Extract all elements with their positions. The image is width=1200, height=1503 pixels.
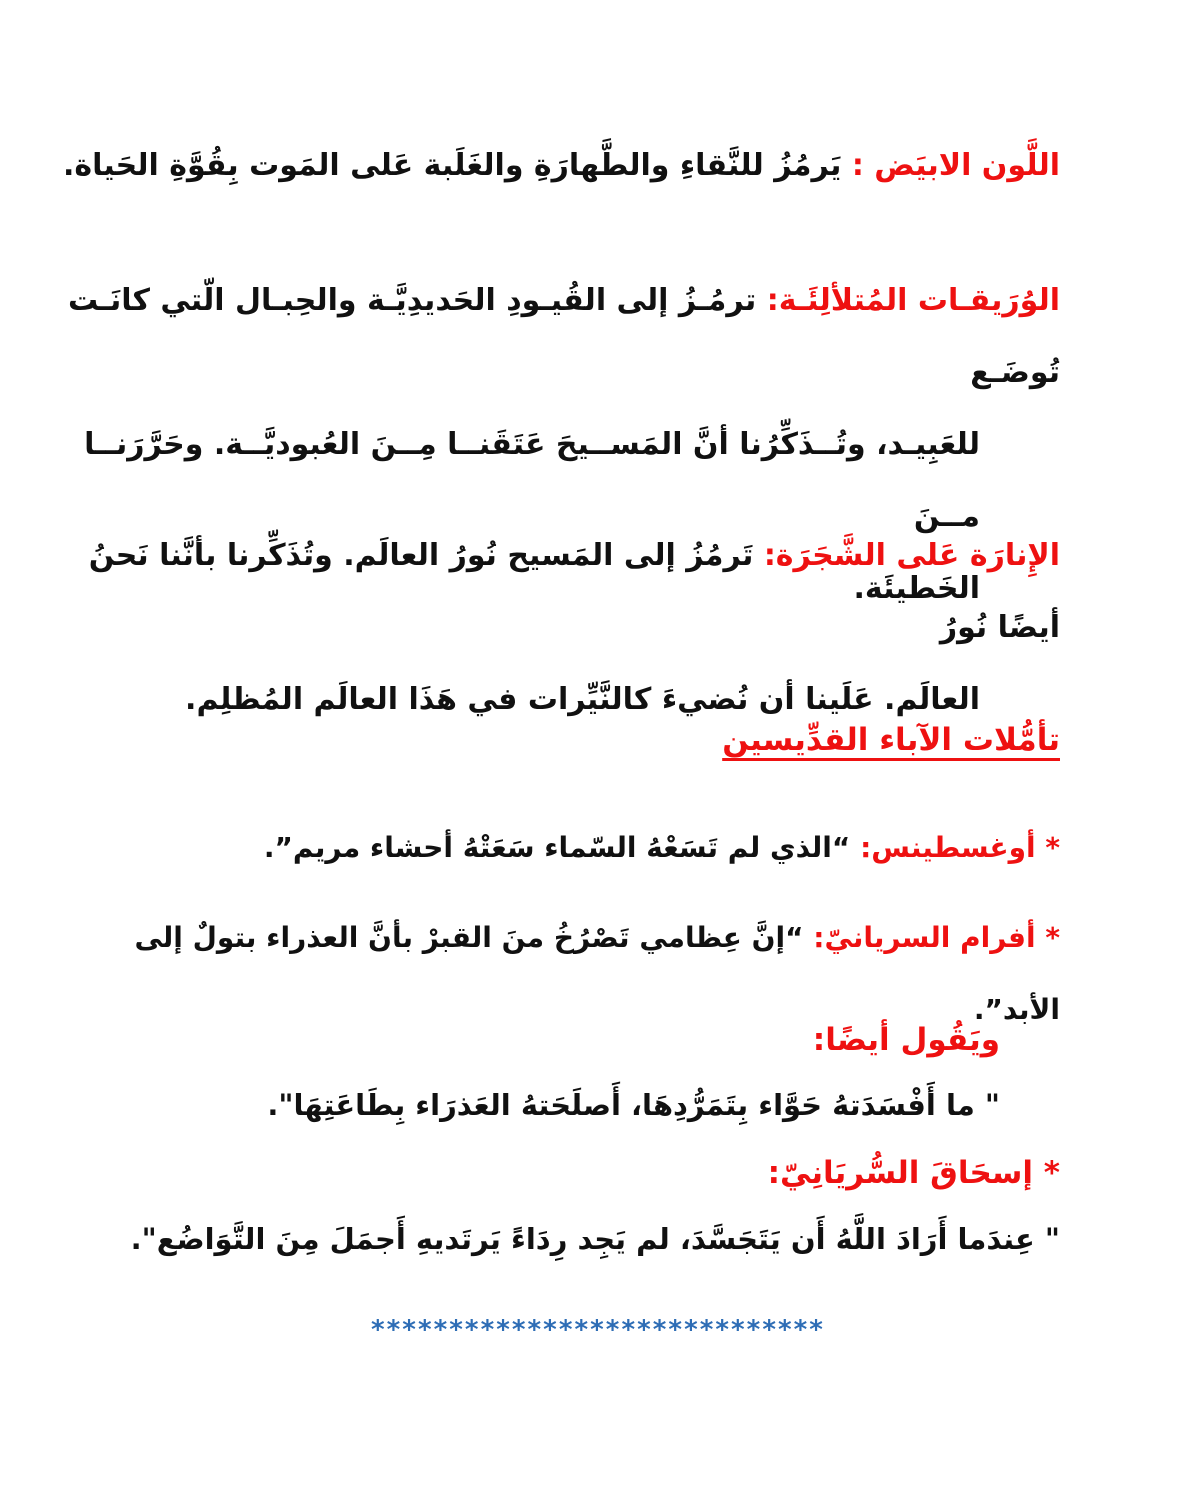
fathers-heading: تأمُّلات الآباء القدِّيسين [722,722,1060,758]
white-color-paragraph [60,130,1060,202]
lights-paragraph [60,520,1060,736]
ephrem-text: “إنَّ عِظامي تَصْرُخُ منَ القبرْ بأنَّ العذراء بتولٌ إلى الأبد”. [134,921,1060,1026]
lights-line-2: العالَم. عَلَينا أن نُضيءَ كالنَّيِّرات في هَذَا العالَم المُظلِم. [185,682,980,717]
augustine-quote [60,812,1060,884]
leaves-line-1 [60,265,1060,409]
leaves-line-2: للعَبِيـد، وتُــذَكِّرُنا أنَّ المَســيحَ عَتَقَنــا مِــنَ العُبوديَّــة. وحَرَّرَنــا مــنَ [84,427,980,534]
leaves-term: الوُرَيقـات المُتلألِئَـة: [766,283,1060,318]
ephrem-second-quote: " ما أَفْسَدَتهُ حَوَّاء بِتَمَرُّدِهَا، أَصلَحَتهُ العَذرَاء بِطَاعَتِهَا". [267,1088,1000,1122]
augustine-term: * أوغسطينس: [860,831,1060,864]
isaac-quote: " عِندَما أَرَادَ اللَّهُ أَن يَتَجَسَّدَ، لم يَجِد رِدَاءً يَرتَديهِ أَجمَلَ مِنَ التَّوَاضُع". [130,1222,1060,1256]
lights-text-1: تَرمُزُ إلى المَسيح نُورُ العالَم. وتُذَكِّرنا بأنَّنا نَحنُ أيضًا نُورُ [88,538,1060,645]
ephrem-term: * أفرام السريانيّ: [813,921,1060,954]
separator-stars: ***************************** [370,1315,824,1345]
lights-term: الإِنارَة عَلى الشَّجَرَة: [763,538,1060,573]
leaves-line-3: الخَطيئَة. [853,571,980,606]
white-color-text: يَرمُزُ للنَّقاءِ والطَّهارَةِ والغَلَبة عَلى المَوت بِقُوَّةِ الحَياة. [63,148,852,183]
white-color-term: اللَّون الابيَض : [851,148,1060,183]
leaves-text-1: ترمُـزُ إلى القُيـودِ الحَديدِيَّـة والحِبـال الّتي كانَـت تُوضَـع [67,283,1060,390]
augustine-text: “الذي لم تَسَعْهُ السّماء سَعَتْهُ أحشاء مريم”. [263,831,861,864]
also-says-heading: ويَقُول أيضًا: [812,1022,1000,1058]
isaac-term: * إسحَاقَ السُّريَانِيّ: [767,1155,1060,1191]
lights-line-1 [60,520,1060,664]
